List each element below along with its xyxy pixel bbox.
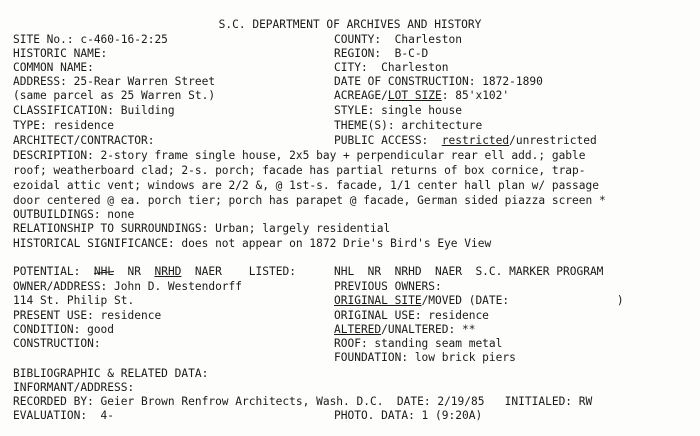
potential-naer-listed: NAER LISTED: (181, 265, 296, 278)
previous-owners: PREVIOUS OWNERS: (334, 280, 442, 293)
public-access-label: PUBLIC ACCESS: (334, 134, 442, 147)
architect-contractor: ARCHITECT/CONTRACTOR: (13, 134, 155, 147)
description-line-4: door centered @ ea. porch tier; porch has parapet @ facade, German sided piazza screen * (13, 194, 606, 207)
construction: CONSTRUCTION: (13, 337, 101, 350)
region: REGION: B-C-D (334, 47, 429, 60)
owner-street: 114 St. Philip St. (13, 294, 135, 307)
themes: THEME(S): architecture (334, 119, 483, 132)
listed-options: NHL NR NRHD NAER S.C. MARKER PROGRAM (334, 265, 604, 278)
owner-address: OWNER/ADDRESS: John D. Westendorff (13, 280, 243, 293)
county: COUNTY: Charleston (334, 33, 462, 46)
original-site-moved (334, 294, 624, 308)
description-line-3: ezoidal attic vent; windows are 2/2 &, @ 1st-s. facade, 1/1 center hall plan w/ passage (13, 179, 599, 192)
address-note: (same parcel as 25 Warren St.) (13, 89, 216, 102)
foundation: FOUNDATION: low brick piers (334, 351, 516, 364)
bibliographic-data: BIBLIOGRAPHIC & RELATED DATA: (13, 367, 209, 380)
condition: CONDITION: good (13, 323, 115, 336)
evaluation: EVALUATION: 4- (13, 409, 115, 422)
potential-nhl: NHL (93, 265, 115, 278)
recorded-by: RECORDED BY: Geier Brown Renfrow Architects, Wash. D.C. DATE: 2/19/85 INITIALED: RW (13, 395, 593, 408)
original-site: ORIGINAL SITE (334, 294, 422, 307)
historical-significance: HISTORICAL SIGNIFICANCE: does not appear on 1872 Drie's Bird's Eye View (13, 237, 492, 250)
public-access (334, 134, 597, 148)
type: TYPE: residence (13, 119, 115, 132)
site-number: SITE No.: c-460-16-2:25 (13, 33, 168, 46)
potential-nr: NR (114, 265, 155, 278)
acreage-label: ACREAGE/ (334, 89, 388, 102)
description-line-2: roof; weatherboard clad; 2-s. porch; facade has partial returns of box cornice, trap- (13, 164, 586, 177)
historic-name: HISTORIC NAME: (13, 47, 108, 60)
city: CITY: Charleston (334, 61, 449, 74)
acreage-lot-size (334, 89, 509, 103)
potential-nrhd: NRHD (154, 265, 182, 278)
roof: ROOF: standing seam metal (334, 337, 503, 350)
date-of-construction: DATE OF CONSTRUCTION: 1872-1890 (334, 75, 543, 88)
photo-data: PHOTO. DATA: 1 (9:20A) (334, 409, 483, 422)
original-use: ORIGINAL USE: residence (334, 309, 489, 322)
relationship-to-surroundings: RELATIONSHIP TO SURROUNDINGS: Urban; largely residential (13, 222, 391, 235)
style: STYLE: single house (334, 104, 462, 117)
informant-address: INFORMANT/ADDRESS: (13, 381, 135, 394)
description-line-1: DESCRIPTION: 2-story frame single house, 2x5 bay + perpendicular rear ell add.; gable (13, 149, 586, 162)
potential (13, 265, 296, 279)
unaltered: /UNALTERED: ** (381, 323, 476, 336)
address: ADDRESS: 25-Rear Warren Street (13, 75, 216, 88)
potential-label: POTENTIAL: (13, 265, 94, 278)
lot-size-label: LOT SIZE (387, 89, 442, 102)
public-access-restricted: restricted (441, 134, 510, 147)
lot-size-value: : 85'x102' (441, 89, 510, 102)
moved-date: /MOVED (DATE: ) (421, 294, 624, 307)
common-name: COMMON NAME: (13, 61, 94, 74)
page-title: S.C. DEPARTMENT OF ARCHIVES AND HISTORY (218, 18, 482, 31)
present-use: PRESENT USE: residence (13, 309, 162, 322)
public-access-rest: /unrestricted (509, 134, 597, 147)
outbuildings: OUTBUILDINGS: none (13, 208, 135, 221)
altered-unaltered (334, 323, 475, 337)
classification: CLASSIFICATION: Building (13, 104, 175, 117)
altered: ALTERED (334, 323, 382, 336)
